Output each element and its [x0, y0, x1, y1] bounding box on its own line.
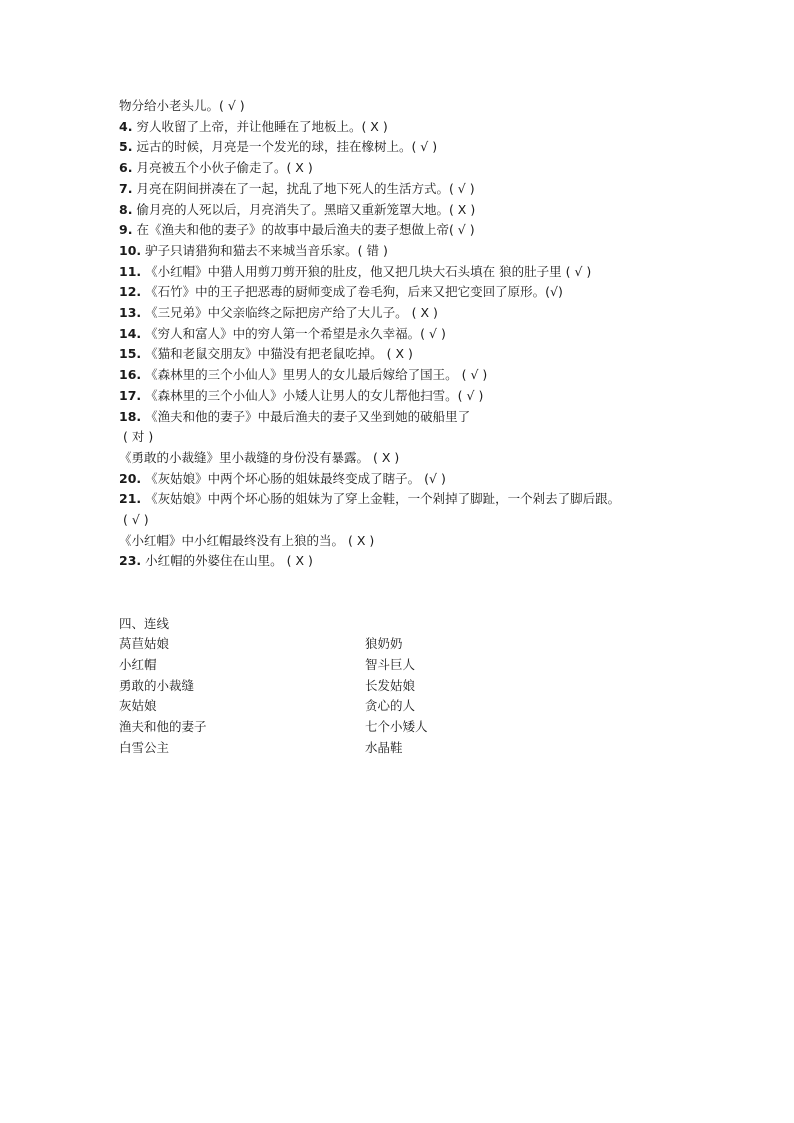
item-text: 《三兄弟》中父亲临终之际把房产给了大儿子。 ( X )	[145, 305, 438, 321]
item-number: 16.	[119, 367, 142, 383]
item-text: 远古的时候，月亮是一个发光的球，挂在橡树上。( √ )	[136, 139, 438, 155]
matching-row	[119, 696, 699, 717]
item-text: 《小红帽》中小红帽最终没有上狼的当。 ( X )	[119, 532, 375, 548]
item-line	[119, 344, 699, 365]
item-text: 《渔夫和他的妻子》中最后渔夫的妻子又坐到她的破船里了	[145, 408, 471, 424]
matching-left-item: 灰姑娘	[119, 698, 157, 714]
item-line	[119, 510, 699, 531]
item-text: 《猫和老鼠交朋友》中猫没有把老鼠吃掉。 ( X )	[145, 346, 413, 362]
item-text: 驴子只请猎狗和猫去不来城当音乐家。( 错 )	[145, 242, 388, 258]
item-number: 20.	[119, 470, 142, 486]
item-number: 11.	[119, 263, 142, 279]
item-line	[119, 137, 699, 158]
item-text: 月亮在阴间拼凑在了一起，扰乱了地下死人的生活方式。( √ )	[136, 180, 475, 196]
item-line	[119, 324, 699, 345]
matching-right-item: 智斗巨人	[365, 656, 416, 672]
matching-left-item: 莴苣姑娘	[119, 636, 170, 652]
item-text: 《穷人和富人》中的穷人第一个希望是永久幸福。( √ )	[145, 325, 446, 341]
matching-left-item: 勇敢的小裁缝	[119, 677, 195, 693]
matching-row	[119, 738, 699, 759]
item-number: 12.	[119, 284, 142, 300]
matching-row	[119, 717, 699, 738]
item-text: ( 对 )	[123, 429, 154, 445]
item-number: 6.	[119, 160, 133, 176]
item-line	[119, 365, 699, 386]
item-line	[119, 469, 699, 490]
item-number: 8.	[119, 201, 133, 217]
item-number: 21.	[119, 491, 142, 507]
item-text: 《森林里的三个小仙人》小矮人让男人的女儿帮他扫雪。( √ )	[145, 387, 484, 403]
item-text: 《石竹》中的王子把恶毒的厨师变成了卷毛狗，后来又把它变回了原形。(√)	[145, 284, 563, 300]
document-content	[119, 96, 699, 758]
item-line	[119, 282, 699, 303]
matching-right-item: 七个小矮人	[365, 719, 428, 735]
section-title: 四、连线	[119, 615, 170, 631]
item-number: 10.	[119, 242, 142, 258]
item-line	[119, 241, 699, 262]
item-text: 穷人收留了上帝，并让他睡在了地板上。( X )	[136, 118, 388, 134]
item-number: 4.	[119, 118, 133, 134]
matching-left-item: 小红帽	[119, 656, 157, 672]
matching-left-item: 渔夫和他的妻子	[119, 719, 207, 735]
item-line	[119, 179, 699, 200]
item-number: 14.	[119, 325, 142, 341]
item-number: 9.	[119, 222, 133, 238]
item-line: 物分给小老头儿。( √ )	[119, 98, 245, 113]
blank-line	[119, 593, 699, 614]
item-line	[119, 531, 699, 552]
item-number: 15.	[119, 346, 142, 362]
item-line	[119, 427, 699, 448]
item-text: 《森林里的三个小仙人》里男人的女儿最后嫁给了国王。 ( √ )	[145, 367, 488, 383]
matching-row	[119, 676, 699, 697]
item-number: 13.	[119, 305, 142, 321]
item-line	[119, 551, 699, 572]
item-number: 17.	[119, 387, 142, 403]
matching-row	[119, 634, 699, 655]
item-line	[119, 386, 699, 407]
item-text: 《灰姑娘》中两个坏心肠的姐妹为了穿上金鞋，一个剁掉了脚趾，一个剁去了脚后跟。	[145, 491, 621, 507]
item-text: ( √ )	[123, 512, 149, 528]
item-line	[119, 220, 699, 241]
item-line	[119, 303, 699, 324]
item-text: 月亮被五个小伙子偷走了。( X )	[136, 160, 313, 176]
item-line	[119, 200, 699, 221]
matching-right-item: 贪心的人	[365, 698, 416, 714]
matching-row	[119, 655, 699, 676]
item-text: 《灰姑娘》中两个坏心肠的姐妹最终变成了瞎子。 (√ )	[145, 470, 446, 486]
matching-right-item: 狼奶奶	[365, 636, 403, 652]
item-line	[119, 448, 699, 469]
item-text: 偷月亮的人死以后，月亮消失了。黑暗又重新笼罩大地。( X )	[136, 201, 476, 217]
item-line	[119, 407, 699, 428]
matching-list	[119, 634, 699, 758]
item-line	[119, 117, 699, 138]
matching-right-item: 长发姑娘	[365, 677, 416, 693]
matching-left-item: 白雪公主	[119, 739, 170, 755]
item-line	[119, 572, 699, 593]
item-line	[119, 262, 699, 283]
item-text: 《勇敢的小裁缝》里小裁缝的身份没有暴露。 ( X )	[119, 449, 400, 465]
item-text: 《小红帽》中猎人用剪刀剪开狼的肚皮，他又把几块大石头填在 狼的肚子里 ( √ )	[145, 263, 592, 279]
item-line	[119, 158, 699, 179]
item-number: 18.	[119, 408, 142, 424]
item-line	[119, 489, 699, 510]
item-number: 7.	[119, 180, 133, 196]
matching-right-item: 水晶鞋	[365, 739, 403, 755]
item-number: 23.	[119, 553, 142, 569]
item-text: 在《渔夫和他的妻子》的故事中最后渔夫的妻子想做上帝( √ )	[136, 222, 475, 238]
item-number: 5.	[119, 139, 133, 155]
item-text: 小红帽的外婆住在山里。 ( X )	[145, 553, 313, 569]
